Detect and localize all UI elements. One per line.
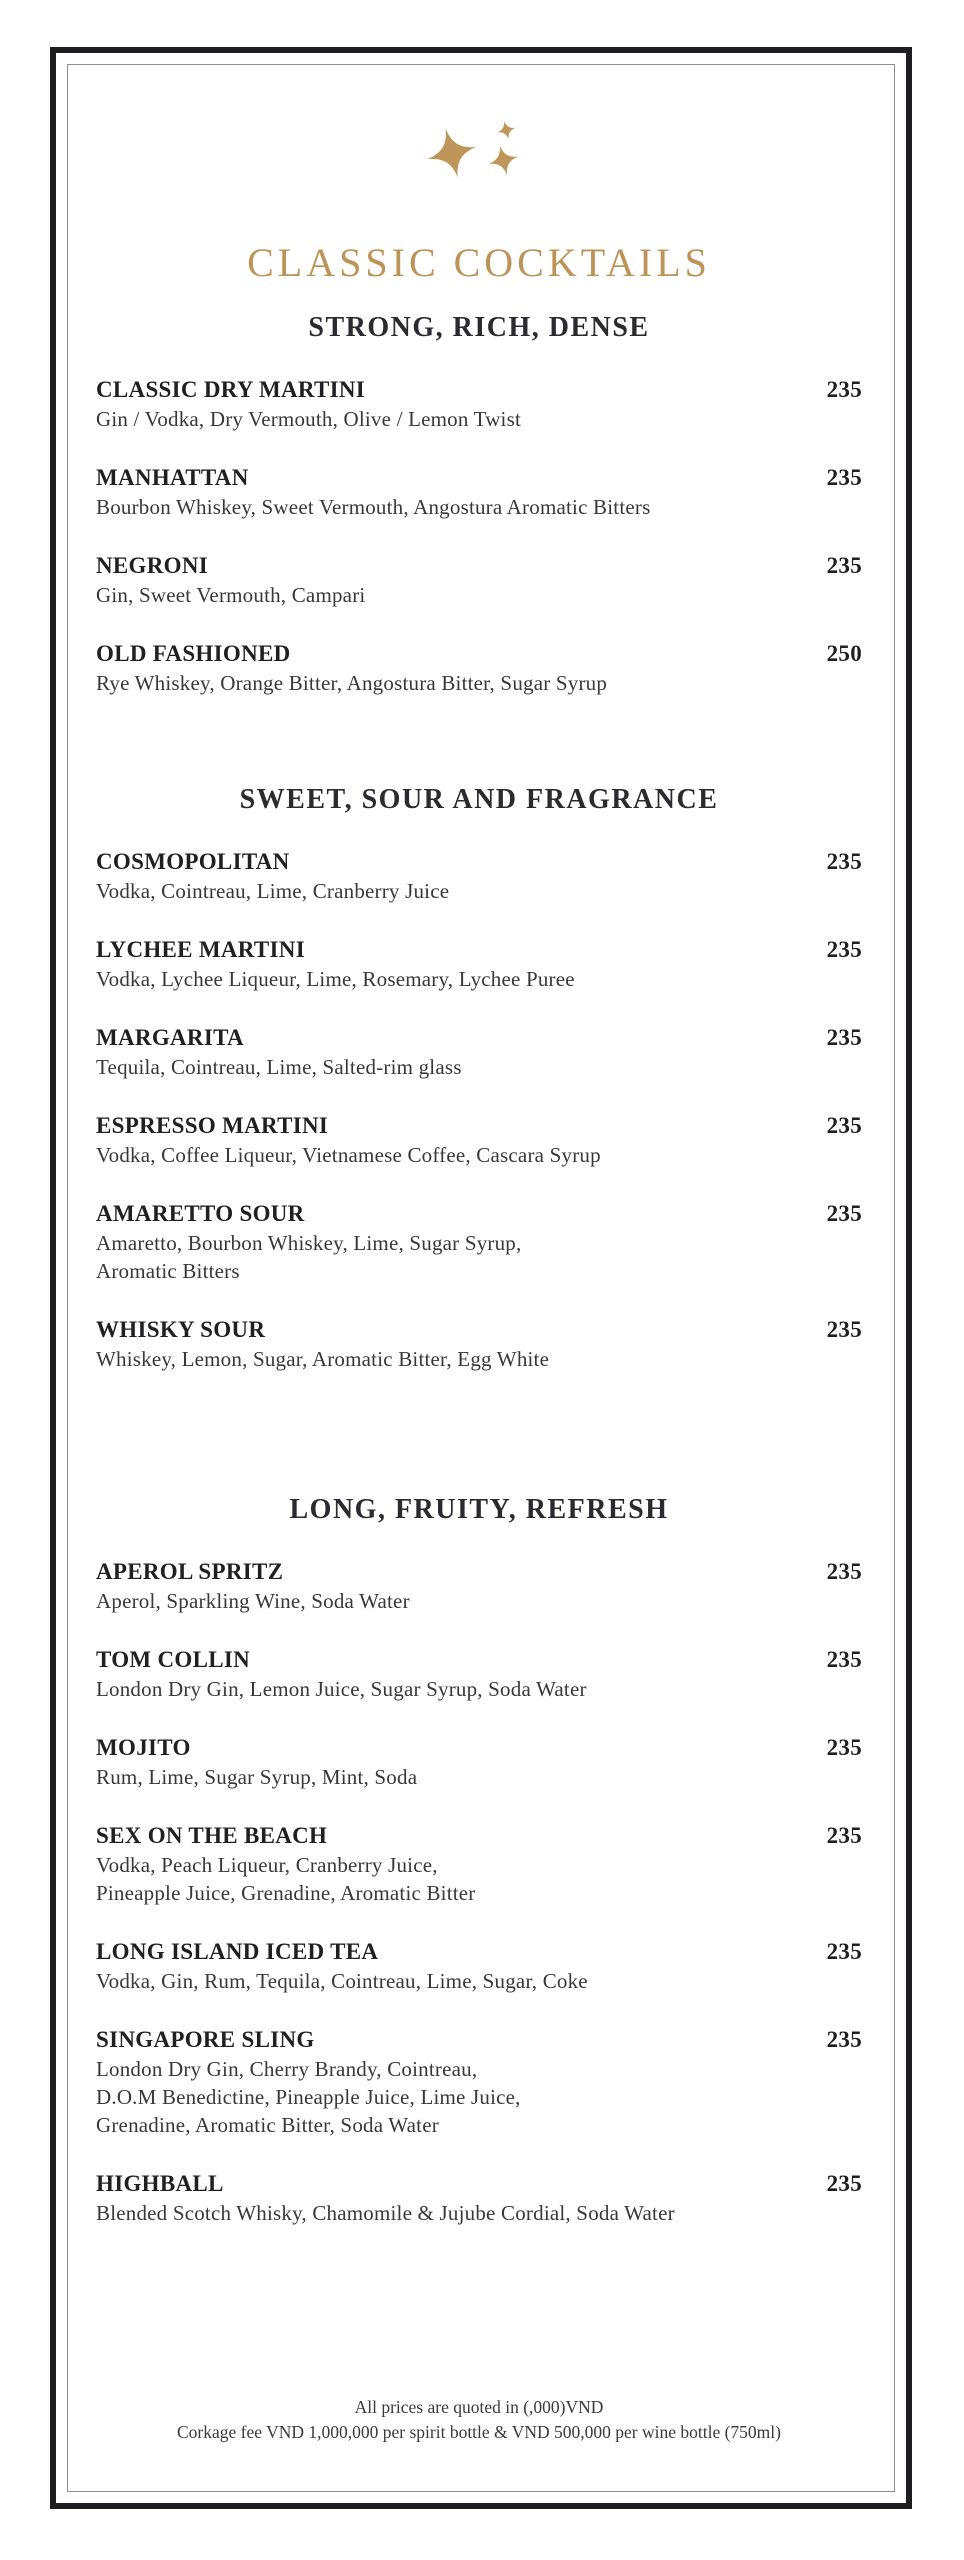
menu-sections	[96, 311, 862, 2257]
item-price: 235	[826, 1823, 862, 1848]
item-row	[96, 1111, 862, 1141]
menu-item	[96, 1821, 862, 1907]
item-description-line: Vodka, Peach Liqueur, Cranberry Juice,	[96, 1853, 438, 1877]
item-name: MOJITO	[96, 1735, 191, 1760]
menu-item	[96, 375, 862, 433]
menu-section	[96, 783, 862, 1373]
item-price: 235	[826, 1025, 862, 1050]
item-price: 235	[826, 1317, 862, 1342]
item-row	[96, 847, 862, 877]
item-name: MANHATTAN	[96, 465, 249, 490]
item-description-line: Gin / Vodka, Dry Vermouth, Olive / Lemon Twist	[96, 407, 521, 431]
item-row	[96, 1199, 862, 1229]
item-price: 235	[826, 1735, 862, 1760]
item-name: HIGHBALL	[96, 2171, 224, 2196]
item-name: ESPRESSO MARTINI	[96, 1113, 329, 1138]
item-name: SINGAPORE SLING	[96, 2027, 315, 2052]
item-price: 235	[826, 1113, 862, 1138]
footer-line-1: All prices are quoted in (,000)VND	[354, 2397, 604, 2417]
item-description-line: Vodka, Coffee Liqueur, Vietnamese Coffee, Cascara Syrup	[96, 1143, 601, 1167]
menu-title: CLASSIC COCKTAILS	[247, 240, 711, 285]
item-description-line: London Dry Gin, Cherry Brandy, Cointreau,	[96, 2057, 478, 2081]
menu-item	[96, 551, 862, 609]
item-price: 235	[826, 1559, 862, 1584]
item-row	[96, 1937, 862, 1967]
item-description-line: Rum, Lime, Sugar Syrup, Mint, Soda	[96, 1765, 418, 1789]
menu-item	[96, 2169, 862, 2227]
item-row	[96, 2025, 862, 2055]
menu-item	[96, 1111, 862, 1169]
item-description-line: Vodka, Cointreau, Lime, Cranberry Juice	[96, 879, 450, 903]
menu-item	[96, 1023, 862, 1081]
item-row	[96, 375, 862, 405]
item-price: 235	[826, 2171, 862, 2196]
item-description-line: Tequila, Cointreau, Lime, Salted-rim glass	[96, 1055, 462, 1079]
section-heading: SWEET, SOUR AND FRAGRANCE	[239, 784, 719, 815]
menu-item	[96, 463, 862, 521]
menu-item	[96, 2025, 862, 2139]
item-name: OLD FASHIONED	[96, 641, 291, 666]
section-heading: LONG, FRUITY, REFRESH	[289, 1494, 669, 1525]
item-description-line: Pineapple Juice, Grenadine, Aromatic Bitter	[96, 1881, 476, 1905]
item-price: 235	[826, 553, 862, 578]
footer-line-2: Corkage fee VND 1,000,000 per spirit bottle & VND 500,000 per wine bottle (750ml)	[177, 2422, 781, 2442]
item-name: APEROL SPRITZ	[96, 1559, 284, 1584]
item-row	[96, 2169, 862, 2199]
item-row	[96, 1645, 862, 1675]
item-name: LONG ISLAND ICED TEA	[96, 1939, 379, 1964]
item-price: 235	[826, 2027, 862, 2052]
item-price: 235	[826, 1939, 862, 1964]
item-row	[96, 463, 862, 493]
menu-item	[96, 1937, 862, 1995]
item-row	[96, 639, 862, 669]
item-name: AMARETTO SOUR	[96, 1201, 305, 1226]
item-name: WHISKY SOUR	[96, 1317, 266, 1342]
footer-note	[96, 2395, 862, 2445]
item-price: 235	[826, 849, 862, 874]
menu-item	[96, 1315, 862, 1373]
item-name: MARGARITA	[96, 1025, 244, 1050]
menu-item	[96, 1645, 862, 1703]
item-row	[96, 1557, 862, 1587]
item-row	[96, 1315, 862, 1345]
item-price: 235	[826, 937, 862, 962]
section-heading: STRONG, RICH, DENSE	[308, 312, 650, 343]
item-description-line: Grenadine, Aromatic Bitter, Soda Water	[96, 2113, 439, 2137]
sparkles-icon	[425, 115, 533, 194]
menu-item	[96, 1733, 862, 1791]
item-price: 235	[826, 1647, 862, 1672]
item-name: TOM COLLIN	[96, 1647, 251, 1672]
item-name: NEGRONI	[96, 553, 209, 578]
item-description-line: D.O.M Benedictine, Pineapple Juice, Lime Juice,	[96, 2085, 521, 2109]
item-description-line: Vodka, Lychee Liqueur, Lime, Rosemary, Lychee Puree	[96, 967, 575, 991]
item-description-line: Bourbon Whiskey, Sweet Vermouth, Angostura Aromatic Bitters	[96, 495, 651, 519]
item-description-line: Aromatic Bitters	[96, 1259, 240, 1283]
item-description-line: Rye Whiskey, Orange Bitter, Angostura Bitter, Sugar Syrup	[96, 671, 608, 695]
item-description-line: London Dry Gin, Lemon Juice, Sugar Syrup, Soda Water	[96, 1677, 587, 1701]
item-price: 235	[826, 377, 862, 402]
item-row	[96, 1733, 862, 1763]
item-name: LYCHEE MARTINI	[96, 937, 305, 962]
item-description-line: Whiskey, Lemon, Sugar, Aromatic Bitter, Egg White	[96, 1347, 550, 1371]
item-price: 250	[826, 641, 862, 666]
inner-frame	[67, 64, 895, 2492]
item-description-line: Blended Scotch Whisky, Chamomile & Jujube Cordial, Soda Water	[96, 2201, 675, 2225]
menu-section	[96, 311, 862, 697]
item-row	[96, 1023, 862, 1053]
item-name: SEX ON THE BEACH	[96, 1823, 328, 1848]
menu-item	[96, 639, 862, 697]
menu-section	[96, 1493, 862, 2227]
item-name: CLASSIC DRY MARTINI	[96, 377, 366, 402]
outer-frame	[50, 47, 912, 2509]
menu-item	[96, 1557, 862, 1615]
item-price: 235	[826, 465, 862, 490]
menu-item	[96, 935, 862, 993]
item-row	[96, 551, 862, 581]
item-description-line: Gin, Sweet Vermouth, Campari	[96, 583, 366, 607]
item-price: 235	[826, 1201, 862, 1226]
menu-item	[96, 1199, 862, 1285]
item-row	[96, 1821, 862, 1851]
item-row	[96, 935, 862, 965]
item-description-line: Vodka, Gin, Rum, Tequila, Cointreau, Lime, Sugar, Coke	[96, 1969, 588, 1993]
item-description-line: Amaretto, Bourbon Whiskey, Lime, Sugar Syrup,	[96, 1231, 522, 1255]
menu-item	[96, 847, 862, 905]
item-description-line: Aperol, Sparkling Wine, Soda Water	[96, 1589, 410, 1613]
item-name: COSMOPOLITAN	[96, 849, 290, 874]
